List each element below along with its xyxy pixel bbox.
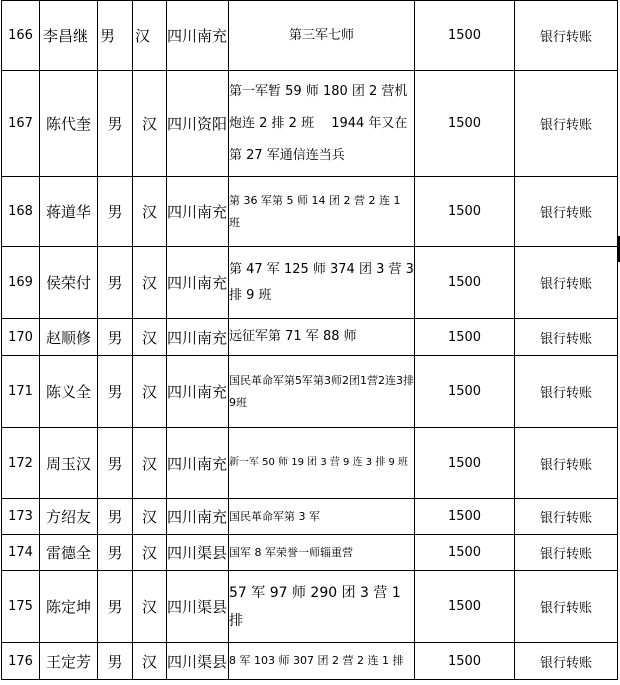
gender-cell: 男 bbox=[98, 71, 133, 177]
unit-cell: 国民革命军第 3 军 bbox=[229, 499, 415, 535]
amount-cell: 1500 bbox=[415, 71, 515, 177]
veteran-name: 赵顺修 bbox=[40, 319, 98, 356]
amount-cell: 1500 bbox=[415, 535, 515, 571]
table-row bbox=[2, 356, 618, 428]
veteran-name: 方绍友 bbox=[40, 499, 98, 535]
veteran-name: 蒋道华 bbox=[40, 177, 98, 247]
payment-method-cell: 银行转账 bbox=[515, 1, 618, 71]
gender-cell: 男 bbox=[98, 643, 133, 680]
table-row bbox=[2, 571, 618, 643]
unit-cell: 第 47 军 125 师 374 团 3 营 3 排 9 班 bbox=[229, 247, 415, 319]
row-index: 170 bbox=[2, 319, 40, 356]
unit-cell: 国军 8 军荣誉一师辎重营 bbox=[229, 535, 415, 571]
table-row bbox=[2, 247, 618, 319]
row-index: 166 bbox=[2, 1, 40, 71]
gender-cell: 男 bbox=[98, 535, 133, 571]
ethnicity-cell: 汉 bbox=[133, 643, 167, 680]
gender-cell: 男 bbox=[98, 177, 133, 247]
ethnicity-cell: 汉 bbox=[133, 499, 167, 535]
gender-cell: 男 bbox=[98, 571, 133, 643]
table-row bbox=[2, 177, 618, 247]
table-row bbox=[2, 319, 618, 356]
veteran-roster-table bbox=[1, 0, 618, 680]
origin-cell: 四川南充 bbox=[167, 499, 229, 535]
payment-method-cell: 银行转账 bbox=[515, 428, 618, 499]
ethnicity-cell: 汉 bbox=[133, 571, 167, 643]
row-index: 168 bbox=[2, 177, 40, 247]
ethnicity-cell: 汉 bbox=[133, 535, 167, 571]
gender-cell: 男 bbox=[98, 428, 133, 499]
amount-cell: 1500 bbox=[415, 571, 515, 643]
payment-method-cell: 银行转账 bbox=[515, 177, 618, 247]
unit-cell: 第三军七师 bbox=[229, 1, 415, 71]
row-index: 173 bbox=[2, 499, 40, 535]
origin-cell: 四川渠县 bbox=[167, 643, 229, 680]
veteran-name: 陈定坤 bbox=[40, 571, 98, 643]
table-row bbox=[2, 71, 618, 177]
payment-method-cell: 银行转账 bbox=[515, 571, 618, 643]
origin-cell: 四川南充 bbox=[167, 356, 229, 428]
veteran-name: 周玉汉 bbox=[40, 428, 98, 499]
amount-cell: 1500 bbox=[415, 1, 515, 71]
gender-cell: 男 bbox=[98, 499, 133, 535]
payment-method-cell: 银行转账 bbox=[515, 319, 618, 356]
table-row bbox=[2, 1, 618, 71]
amount-cell: 1500 bbox=[415, 356, 515, 428]
gender-cell: 男 bbox=[98, 319, 133, 356]
table-row bbox=[2, 499, 618, 535]
row-index: 172 bbox=[2, 428, 40, 499]
row-index: 167 bbox=[2, 71, 40, 177]
ethnicity-cell: 汉 bbox=[133, 356, 167, 428]
ethnicity-cell: 汉 bbox=[133, 319, 167, 356]
veteran-name: 陈代奎 bbox=[40, 71, 98, 177]
table-row bbox=[2, 643, 618, 680]
amount-cell: 1500 bbox=[415, 643, 515, 680]
unit-cell: 第一军暂 59 师 180 团 2 营机炮连 2 排 2 班 1944 年又在第 27 军通信连当兵 bbox=[229, 71, 415, 177]
veteran-name: 李昌继 bbox=[40, 1, 98, 71]
unit-cell: 第 36 军第 5 师 14 团 2 营 2 连 1 班 bbox=[229, 177, 415, 247]
unit-cell: 远征军第 71 军 88 师 bbox=[229, 319, 415, 356]
unit-cell: 新一军 50 师 19 团 3 营 9 连 3 排 9 班 bbox=[229, 428, 415, 499]
row-index: 175 bbox=[2, 571, 40, 643]
unit-cell: 国民革命军第5军第3师2团1营2连3排9班 bbox=[229, 356, 415, 428]
payment-method-cell: 银行转账 bbox=[515, 71, 618, 177]
row-index: 174 bbox=[2, 535, 40, 571]
veteran-name: 王定芳 bbox=[40, 643, 98, 680]
origin-cell: 四川南充 bbox=[167, 177, 229, 247]
origin-cell: 四川渠县 bbox=[167, 535, 229, 571]
origin-cell: 四川南充 bbox=[167, 1, 229, 71]
row-index: 176 bbox=[2, 643, 40, 680]
origin-cell: 四川南充 bbox=[167, 428, 229, 499]
veteran-name: 雷德全 bbox=[40, 535, 98, 571]
gender-cell: 男 bbox=[98, 1, 133, 71]
gender-cell: 男 bbox=[98, 247, 133, 319]
amount-cell: 1500 bbox=[415, 499, 515, 535]
veteran-name: 侯荣付 bbox=[40, 247, 98, 319]
row-index: 169 bbox=[2, 247, 40, 319]
veteran-name: 陈义全 bbox=[40, 356, 98, 428]
payment-method-cell: 银行转账 bbox=[515, 643, 618, 680]
table-row bbox=[2, 428, 618, 499]
gender-cell: 男 bbox=[98, 356, 133, 428]
unit-cell: 57 军 97 师 290 团 3 营 1 排 bbox=[229, 571, 415, 643]
amount-cell: 1500 bbox=[415, 177, 515, 247]
origin-cell: 四川资阳 bbox=[167, 71, 229, 177]
amount-cell: 1500 bbox=[415, 428, 515, 499]
ethnicity-cell: 汉 bbox=[133, 247, 167, 319]
ethnicity-cell: 汉 bbox=[133, 428, 167, 499]
amount-cell: 1500 bbox=[415, 319, 515, 356]
amount-cell: 1500 bbox=[415, 247, 515, 319]
table-row bbox=[2, 535, 618, 571]
origin-cell: 四川南充 bbox=[167, 319, 229, 356]
ethnicity-cell: 汉 bbox=[133, 177, 167, 247]
payment-method-cell: 银行转账 bbox=[515, 499, 618, 535]
payment-method-cell: 银行转账 bbox=[515, 247, 618, 319]
ethnicity-cell: 汉 bbox=[133, 1, 167, 71]
row-index: 171 bbox=[2, 356, 40, 428]
origin-cell: 四川渠县 bbox=[167, 571, 229, 643]
payment-method-cell: 银行转账 bbox=[515, 535, 618, 571]
origin-cell: 四川南充 bbox=[167, 247, 229, 319]
payment-method-cell: 银行转账 bbox=[515, 356, 618, 428]
ethnicity-cell: 汉 bbox=[133, 71, 167, 177]
unit-cell: 8 军 103 师 307 团 2 营 2 连 1 排 bbox=[229, 643, 415, 680]
